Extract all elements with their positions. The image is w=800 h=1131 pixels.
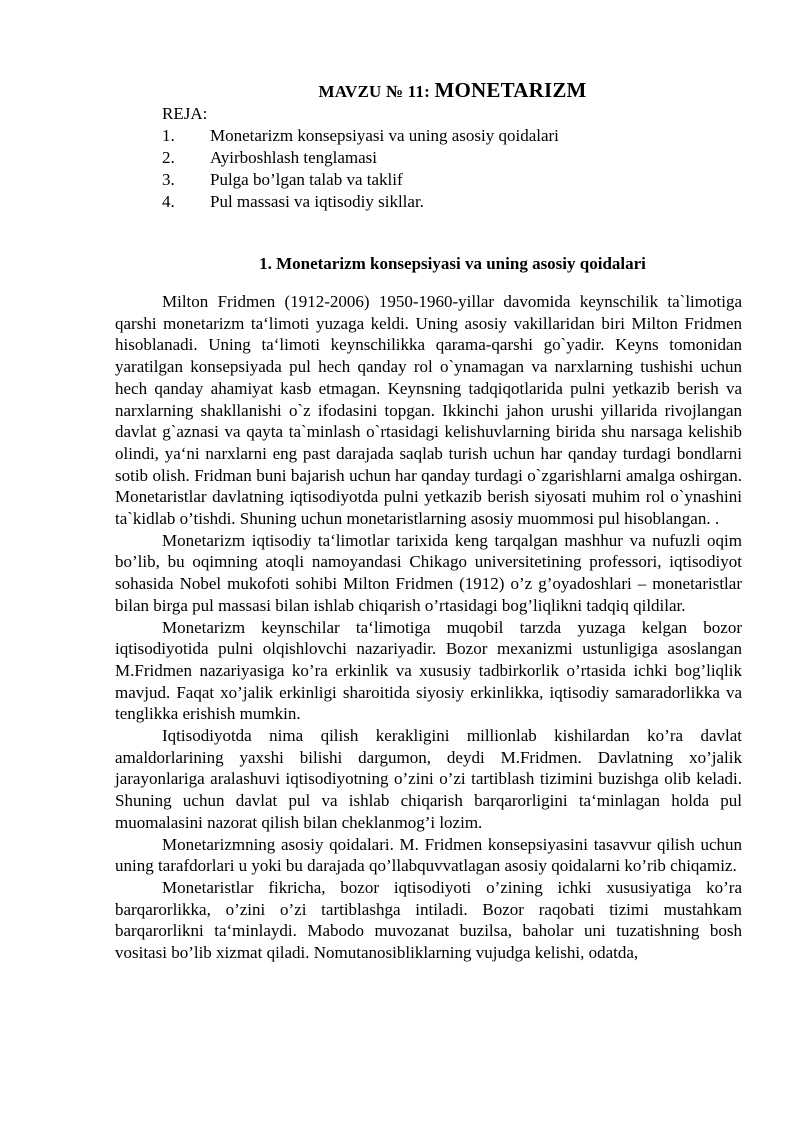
body-paragraph: Iqtisodiyotda nima qilish kerakligini millionlab kishilardan ko’ra davlat amaldorlarining yaxshi bilishi dargumon, deydi M.Fridmen. Davlatning xo’jalik jarayonlariga aralashuvi iqtisodiyotning o’zini o’zi tartiblash tizimini buzishga olib keladi. Shuning uchun davlat pul va ishlab chiqarish barqarorligini ta‘minlagan holda pul muomalasini nazorat qilish bilan cheklanmog’i lozim. [115, 726, 742, 832]
plan-item-text: Ayirboshlash tenglamasi [210, 148, 377, 167]
title-main: MONETARIZM [434, 78, 587, 102]
body-paragraph: Monetaristlar fikricha, bozor iqtisodiyoti o’zining ichki xususiyatiga ko’ra barqarorlikka, o’zini o’zi tartiblashga intiladi. Bozor raqobati tizimi mustahkam barqarorlikni ta‘minlaydi. Mabodo muvozanat buzilsa, baholar uni tuzatishning bosh vositasi bo’lib xizmat qiladi. Nomutanosibliklarning vujudga kelishi, odatda, [115, 877, 742, 963]
body-paragraph: Monetarizm keynschilar ta‘limotiga muqobil tarzda yuzaga kelgan bozor iqtisodiyotida pulni olqishlovchi nazariyadir. Bozor mexanizmi ustunligiga asoslangan M.Fridmen nazariyasiga ko’ra erkinlik va xususiy tadbirkorlik o’rtasida ichki bog’liqlik mavjud. Faqat xo’jalik erkinligi sharoitida siyosiy erkinlikka, iqtisodiy samaradorlikka va tenglikka erishish mumkin. [115, 617, 742, 724]
plan-list [162, 125, 559, 213]
plan-item-text: Monetarizm konsepsiyasi va uning asosiy qoidalari [210, 126, 559, 145]
title-prefix: MAVZU № 11: [318, 82, 430, 101]
body-paragraph: Monetarizm iqtisodiy ta‘limotlar tarixida keng tarqalgan mashhur va nufuzli oqim bo’lib, bu oqimning atoqli namoyandasi Chikago universitetining professori, iqtisodiyot sohasida Nobel mukofoti sohibi Milton Fridmen (1912) o’z g’oyadoshlari – monetaristlar bilan birga pul massasi bilan ishlab chiqarish o’rtasidagi bog’liqlikni tadqiq qildilar. [115, 530, 742, 615]
plan-item-number: 3. [162, 170, 175, 189]
plan-item [162, 125, 559, 147]
plan-item-number: 1. [162, 126, 175, 145]
page-title [0, 78, 800, 103]
plan-item-number: 4. [162, 192, 175, 211]
section-body [115, 291, 742, 964]
plan-item-text: Pul massasi va iqtisodiy sikllar. [210, 192, 424, 211]
plan-item-text: Pulga bo’lgan talab va taklif [210, 170, 403, 189]
section-heading: 1. Monetarizm konsepsiyasi va uning asosiy qoidalari [259, 254, 646, 273]
plan-label: REJA: [162, 104, 208, 123]
plan-item-number: 2. [162, 148, 175, 167]
plan-item [162, 191, 559, 213]
plan-item [162, 147, 559, 169]
plan-item [162, 169, 559, 191]
body-paragraph: Monetarizmning asosiy qoidalari. M. Fridmen konsepsiyasini tasavvur qilish uchun uning tarafdorlari u yoki bu darajada qo’llabquvvatlagan asosiy qoidalarni ko’rib chiqamiz. [115, 834, 742, 876]
body-paragraph: Milton Fridmen (1912-2006) 1950-1960-yillar davomida keynschilik ta`limotiga qarshi monetarizm ta‘limoti yuzaga keldi. Uning asosiy vakillaridan biri Milton Fridmen hisoblanadi. Uning ta‘limoti keynschilikka qarama-qarshi go`yadir. Keyns tomonidan yaratilgan konsepsiyada pul hech qanday rol o`ynamagan va narxlarning tushishi uchun hech qanday ahamiyat kasb etmagan. Keynsning tadqiqotlarida pulni yetkazib berish va narxlarning shakllanishi o`z ifodasini topgan. Ikkinchi jahon urushi yillarida rivojlangan davlat g`aznasi va qayta ta`minlash o`rtasidagi kelishuvlarning birida shu narsaga kelishib olindi, ya‘ni narxlarni eng past darajada saqlab turish uchun har qanday turdagi bondlarni sotib olish. Fridman buni bajarish uchun har qanday turdagi o`zgarishlarni amalga oshirgan. Monetaristlar davlatning iqtisodiyotda pulni yetkazib berish siyosati muhim rol o`ynashini ta`kidlab o’tishdi. Shuning uchun monetaristlarning asosiy muommosi pul hisoblangan. . [115, 292, 742, 529]
